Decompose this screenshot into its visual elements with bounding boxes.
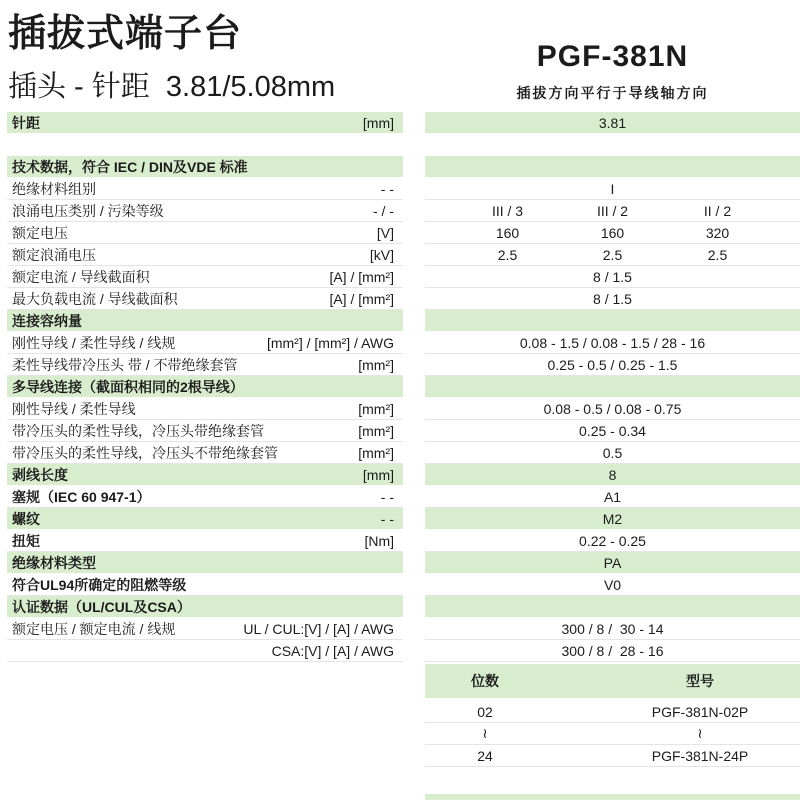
spec-row-label: 绝缘材料组别 (12, 180, 96, 197)
spec-row-unit: - - (380, 510, 394, 527)
spec-row-value-cell (425, 420, 800, 442)
spec-row-value: I (610, 180, 615, 197)
order-row-positions: 02 (477, 703, 493, 720)
spec-row-label: 针距 (12, 114, 40, 131)
spec-row-label: 带冷压头的柔性导线，冷压头不带绝缘套管 (12, 444, 278, 461)
spec-row (0, 354, 800, 376)
page-title: 插拔式端子台 (8, 13, 243, 55)
spec-section-row (0, 596, 800, 618)
spec-row-value-cell (425, 464, 800, 486)
spec-row-left-cell (7, 310, 403, 332)
next-section-band (425, 794, 800, 800)
spec-row-left-cell (7, 266, 403, 288)
spec-row (0, 530, 800, 552)
spec-row (0, 178, 800, 200)
spec-row (0, 486, 800, 508)
spec-row-value-cell (425, 156, 800, 178)
spec-row-value: 8 / 1.5 (593, 290, 632, 307)
spec-row-left-cell (7, 640, 403, 662)
spec-row-value-cell (425, 442, 800, 464)
spec-row-value: 0.08 - 0.5 / 0.08 - 0.75 (543, 400, 682, 417)
spec-row-unit: - - (380, 180, 394, 197)
spec-row-value: 0.22 - 0.25 (579, 532, 646, 549)
spec-row-left-cell (7, 178, 403, 200)
spec-row-label: 柔性导线带冷压头 带 / 不带绝缘套管 (12, 356, 238, 373)
spec-row-unit: CSA:[V] / [A] / AWG (271, 642, 394, 659)
spec-row-label: 扭矩 (12, 532, 40, 549)
spec-row-value-cell (425, 222, 800, 244)
spec-row-unit: [mm²] (358, 422, 394, 439)
spec-row-column-value: II / 2 (703, 202, 732, 219)
spec-row-value: 0.08 - 1.5 / 0.08 - 1.5 / 28 - 16 (519, 334, 706, 351)
order-row-model: ≀ (697, 725, 703, 741)
spec-row-left-cell (7, 596, 403, 618)
spec-row-value-cell (425, 266, 800, 288)
spec-row (0, 244, 800, 266)
spec-row-unit: [A] / [mm²] (329, 290, 394, 307)
spec-row-value-columns (425, 225, 800, 241)
spec-row-value: 0.25 - 0.34 (579, 422, 646, 439)
order-col-positions-header: 位数 (471, 673, 499, 689)
spec-row-left-cell (7, 464, 403, 486)
spec-row-value-cell (425, 178, 800, 200)
spec-row-unit: [mm] (362, 114, 394, 131)
spec-row-left-cell (7, 222, 403, 244)
spec-row-value: 300 / 8 / 28 - 16 (561, 642, 664, 659)
spec-row (0, 288, 800, 310)
order-table-row (425, 723, 800, 745)
spec-row-value-cell (425, 552, 800, 574)
spec-row-unit: [mm²] (358, 444, 394, 461)
spec-row (0, 508, 800, 530)
spec-spacer-row (0, 134, 800, 156)
spec-row-value: 3.81 (598, 114, 627, 131)
spec-row-value: 8 (608, 466, 617, 483)
order-table-body (425, 701, 800, 767)
spec-row-label: 连接容纳量 (12, 312, 82, 329)
spec-row-left-cell (7, 508, 403, 530)
spec-row-column-value: 2.5 (602, 246, 623, 263)
spec-row-value-cell (425, 112, 800, 134)
spec-row (0, 112, 800, 134)
spec-row-label: 刚性导线 / 柔性导线 (12, 400, 136, 417)
spec-row-label: 多导线连接（截面积相同的2根导线） (12, 378, 244, 395)
spec-row (0, 200, 800, 222)
spec-row (0, 420, 800, 442)
spec-row-unit: [A] / [mm²] (329, 268, 394, 285)
spec-row-value-columns (425, 203, 800, 219)
spec-row-value-cell (425, 244, 800, 266)
spec-row-column-value: 2.5 (497, 246, 518, 263)
spec-row-left-cell (7, 112, 403, 134)
spec-section-row (0, 376, 800, 398)
spec-row (0, 398, 800, 420)
spec-row-label: 符合UL94所确定的阻燃等级 (12, 576, 187, 593)
spec-row-column-value: 320 (705, 224, 730, 241)
spec-row-value-cell (425, 596, 800, 618)
spec-row (0, 332, 800, 354)
spec-row-label: 最大负载电流 / 导线截面积 (12, 290, 178, 307)
spec-row-label: 浪涌电压类别 / 污染等级 (12, 202, 164, 219)
spec-row-left-cell (7, 200, 403, 222)
order-col-model-header: 型号 (686, 673, 714, 689)
spec-row-left-cell (7, 398, 403, 420)
spec-row (0, 442, 800, 464)
spec-row-label: 绝缘材料类型 (12, 554, 96, 571)
spec-row-left-cell (7, 332, 403, 354)
spec-row-value-cell (425, 640, 800, 662)
page-subtitle: 插头 - 针距 3.81/5.08mm (8, 71, 336, 103)
spec-row-value-cell (425, 200, 800, 222)
spec-row-value: A1 (603, 488, 622, 505)
spec-row-value-cell (425, 574, 800, 596)
spec-row-left-cell (7, 288, 403, 310)
order-row-model: PGF-381N-24P (651, 747, 749, 764)
order-table (425, 664, 800, 767)
spec-row-value: 8 / 1.5 (593, 268, 632, 285)
spec-row-left-cell (7, 530, 403, 552)
spec-row-left-cell (7, 244, 403, 266)
spec-row-unit: - / - (373, 202, 394, 219)
order-table-row (425, 701, 800, 723)
spec-row (0, 222, 800, 244)
spec-row-unit: [Nm] (364, 532, 394, 549)
spec-row-label: 额定电压 (12, 224, 68, 241)
order-row-model: PGF-381N-02P (651, 703, 749, 720)
spec-row-unit: [mm²] (358, 356, 394, 373)
spec-row-value-cell (425, 376, 800, 398)
spec-row-label: 螺纹 (12, 510, 40, 527)
spec-row-value-cell (425, 508, 800, 530)
spec-table (0, 112, 800, 662)
spec-row-unit: UL / CUL:[V] / [A] / AWG (243, 620, 394, 637)
product-model: PGF-381N (536, 40, 689, 73)
spec-row-unit: - - (380, 488, 394, 505)
spec-row (0, 266, 800, 288)
spec-row (0, 640, 800, 662)
spec-row-value-cell (425, 530, 800, 552)
spec-row (0, 574, 800, 596)
spec-row-value: M2 (602, 510, 623, 527)
spec-row-value-cell (425, 288, 800, 310)
spec-row-left-cell (7, 376, 403, 398)
spec-row-value: PA (603, 554, 622, 571)
spec-row-value-cell (425, 354, 800, 376)
order-row-positions: ≀ (482, 725, 488, 741)
spec-section-row (0, 156, 800, 178)
spec-row-unit: [mm²] / [mm²] / AWG (266, 334, 394, 351)
spec-row-label: 认证数据（UL/CUL及CSA） (12, 598, 191, 615)
spec-row-label: 刚性导线 / 柔性导线 / 线规 (12, 334, 176, 351)
spec-row-value-cell (425, 618, 800, 640)
spec-row-unit: [kV] (369, 246, 394, 263)
spec-row-label: 额定浪涌电压 (12, 246, 96, 263)
spec-row (0, 618, 800, 640)
spec-row (0, 464, 800, 486)
spec-row-unit: [mm] (362, 466, 394, 483)
spec-row-unit: [mm²] (358, 400, 394, 417)
spec-row-unit: [V] (376, 224, 394, 241)
order-table-row (425, 745, 800, 767)
spec-row-column-value: 160 (600, 224, 625, 241)
spec-row-value-cell (425, 486, 800, 508)
spec-row-column-value: III / 2 (596, 202, 629, 219)
spec-row-label: 塞规（IEC 60 947-1） (12, 488, 151, 505)
spec-row-column-value: 160 (495, 224, 520, 241)
spec-row (0, 552, 800, 574)
spec-row-left-cell (7, 574, 403, 596)
spec-section-row (0, 310, 800, 332)
spec-row-value-columns (425, 247, 800, 263)
spec-row-label: 额定电流 / 导线截面积 (12, 268, 150, 285)
spec-row-left-cell (7, 486, 403, 508)
product-model-note: 插拔方向平行于导线轴方向 (516, 85, 709, 101)
spec-row-label: 带冷压头的柔性导线，冷压头带绝缘套管 (12, 422, 264, 439)
spec-row-value: 0.5 (602, 444, 623, 461)
spec-row-value: V0 (603, 576, 622, 593)
spec-row-column-value: III / 3 (491, 202, 524, 219)
spec-row-value-cell (425, 398, 800, 420)
spec-row-column-value: 2.5 (707, 246, 728, 263)
spec-row-left-cell (7, 442, 403, 464)
spec-row-left-cell (7, 156, 403, 178)
order-table-header (425, 664, 800, 698)
spec-row-label: 剥线长度 (12, 466, 68, 483)
spec-row-value: 300 / 8 / 30 - 14 (561, 620, 664, 637)
order-row-positions: 24 (477, 747, 493, 764)
spec-row-label: 技术数据，符合 IEC / DIN及VDE 标准 (12, 158, 248, 175)
spec-row-value-cell (425, 310, 800, 332)
spec-row-left-cell (7, 618, 403, 640)
spec-row-left-cell (7, 354, 403, 376)
spec-row-value: 0.25 - 0.5 / 0.25 - 1.5 (547, 356, 678, 373)
spec-row-left-cell (7, 420, 403, 442)
spec-row-left-cell (7, 552, 403, 574)
spec-row-label: 额定电压 / 额定电流 / 线规 (12, 620, 176, 637)
spec-row-value-cell (425, 332, 800, 354)
